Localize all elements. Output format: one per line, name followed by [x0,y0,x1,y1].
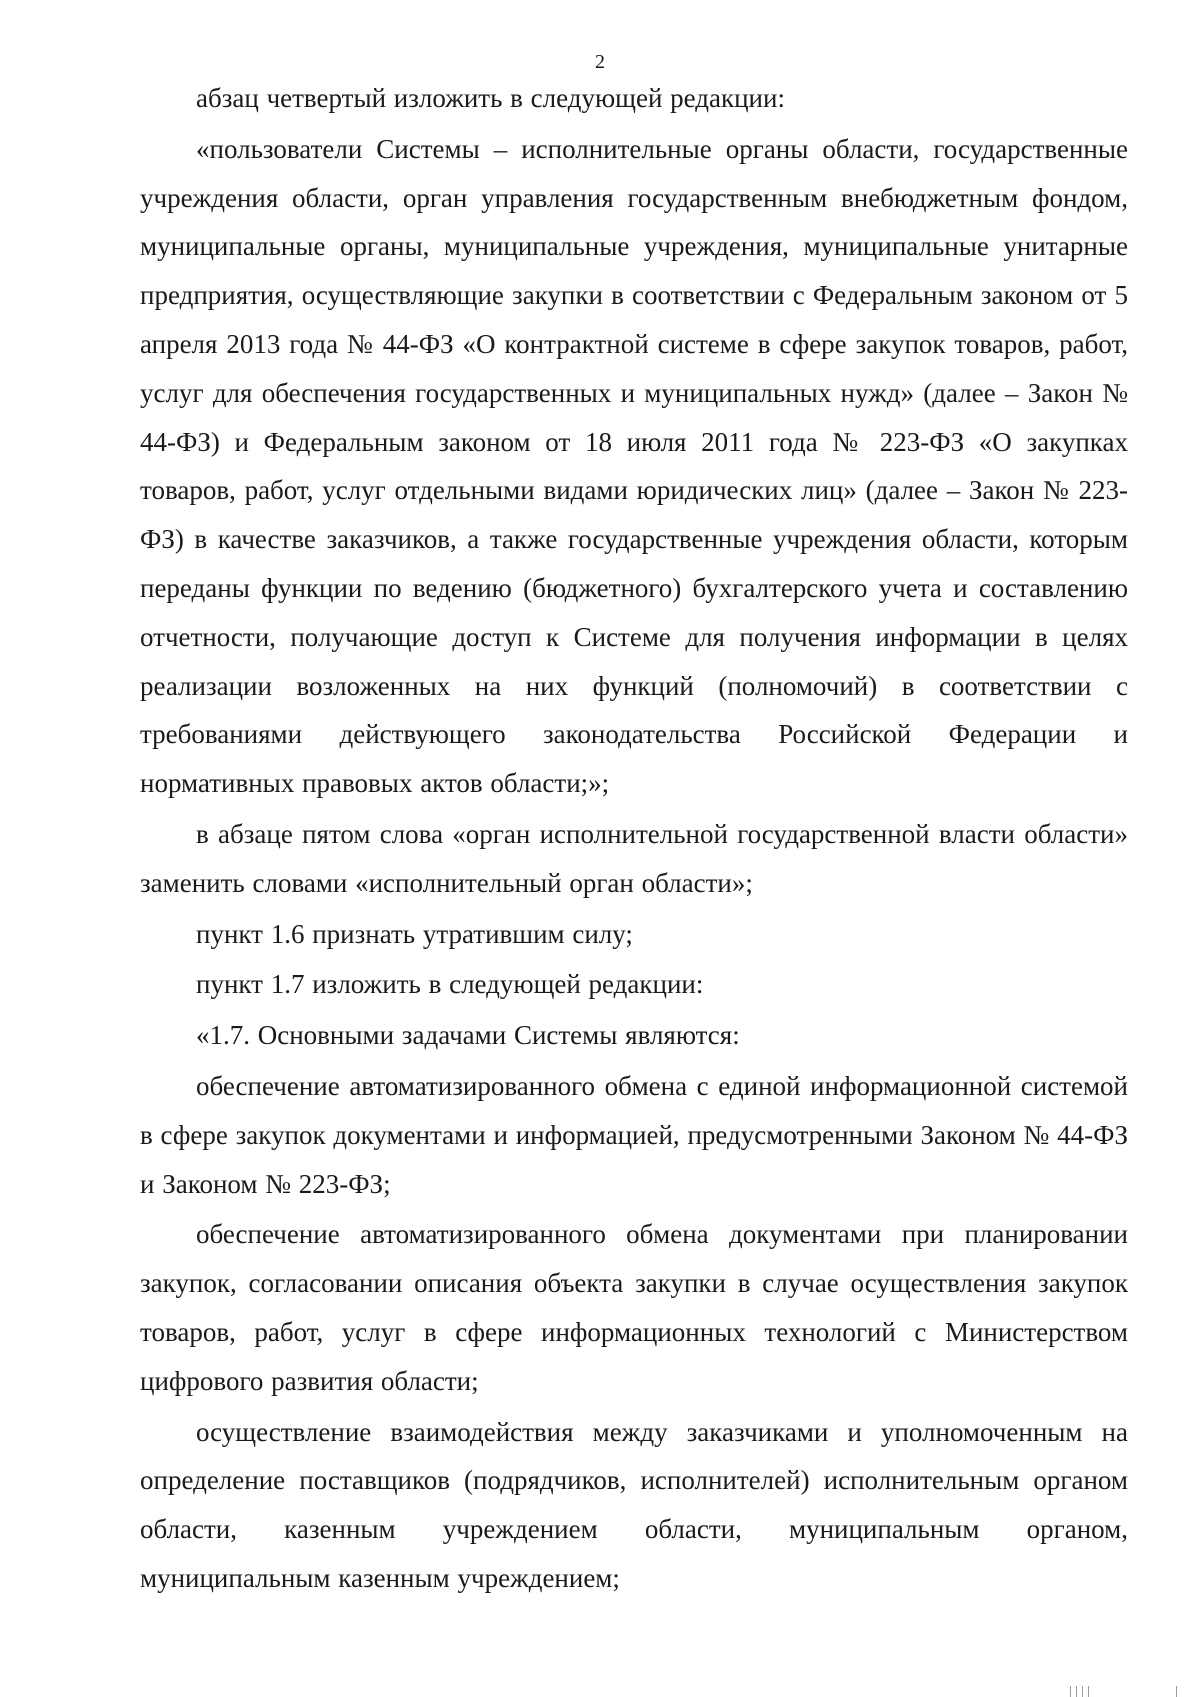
paragraph-point-1-7-heading: «1.7. Основными задачами Системы являются: [196,1020,740,1051]
paragraph-task-exchange-eis: обеспечение автоматизированного обмена с единой информационной системой в сфере закупок документами и информацией, предусмотренными Законом № 44-ФЗ и Законом № 223-ФЗ; [140,1070,1128,1199]
scan-artifact [1082,1686,1083,1697]
scan-artifact [1076,1686,1077,1697]
scan-artifact [1088,1686,1089,1697]
paragraph-task-interaction: осуществление взаимодействия между заказчиками и уполномоченным на определение поставщиков (подрядчиков, исполнителей) исполнительным органом области, казенным учреждением области, муниципальным органом, муниципальным казенным учреждением; [140,1416,1128,1593]
paragraph-paragraph-four-intro: абзац четвертый изложить в следующей редакции: [196,83,785,113]
paragraph-task-exchange-planning: обеспечение автоматизированного обмена документами при планировании закупок, согласовании описания объекта закупки в случае осуществления закупок товаров, работ, услуг в сфере информационных технологий с Министерством цифрового развития области; [140,1219,1128,1396]
paragraph-paragraph-five-replace: в абзаце пятом слова «орган исполнительной государственной власти области» заменить словами «исполнительный орган области»; [140,818,1128,898]
paragraph-point-1-7-intro: пункт 1.7 изложить в следующей редакции: [196,969,704,1000]
paragraph-users-definition: «пользователи Системы – исполнительные органы области, государственные учреждения области, орган управления государственным внебюджетным фондом, муниципальные органы, муниципальные учреждения, муниципальные унитарные предприятия, осуществляющие закупки в соответствии с Федеральным законом от 5 апреля 2013 года № 44-ФЗ «О контрактной системе в сфере закупок товаров, работ, услуг для обеспечения государственных и муниципальных нужд» (далее – Закон № 44-ФЗ) и Федеральным законом от 18 июля 2011 года № 223-ФЗ «О закупках товаров, работ, услуг отдельными видами юридических лиц» (далее – Закон № 223-ФЗ) в качестве заказчиков, а также государственные учреждения области, которым переданы функции по ведению (бюджетного) бухгалтерского учета и составлению отчетности, получающие доступ к Системе для получения информации в целях реализации возложенных на них функций (полномочий) в соответствии с требованиями действующего законодательства Российской Федерации и нормативных правовых актов области;»; [140,133,1128,799]
scan-artifact [1176,1686,1177,1697]
paragraph-point-1-6: пункт 1.6 признать утратившим силу; [196,918,633,949]
document-body [140,74,1128,1605]
scan-artifact [1070,1686,1071,1697]
page-number: 2 [595,51,605,73]
